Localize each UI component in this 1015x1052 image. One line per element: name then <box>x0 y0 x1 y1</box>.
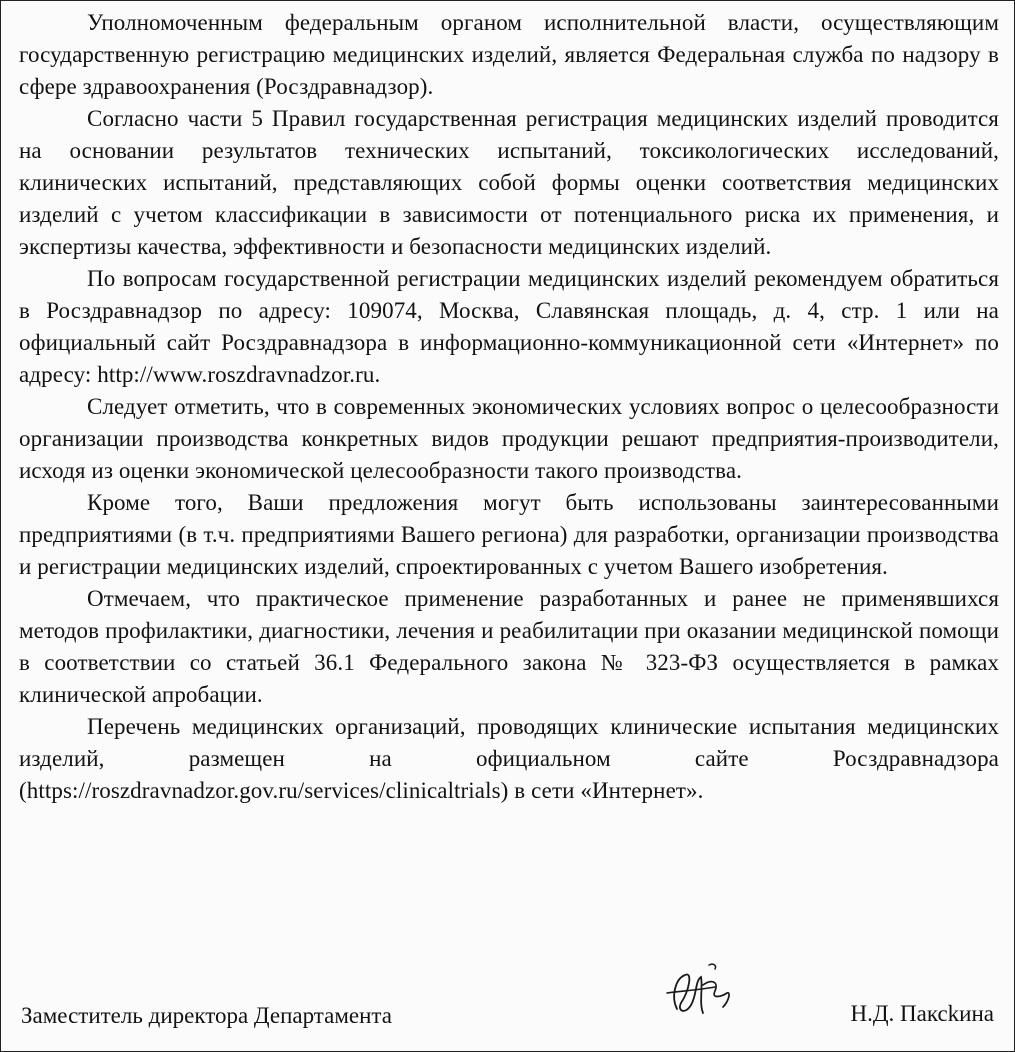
signature-block <box>21 1001 996 1041</box>
paragraph-5: Кроме того, Ваши предложения могут быть использованы заинтересованными предприятиями (в т.ч. предприятиями Вашего региона) для разработки, организации производства и регистрации медицинских изделий, спроектированных с учетом Вашего изобретения. <box>19 490 999 579</box>
paragraph-1: Уполномоченным федеральным органом исполнительной власти, осуществляющим государственную регистрацию медицинских изделий, является Федеральная служба по надзору в сфере здравоохранения (Росздравнадзор). <box>19 10 999 99</box>
paragraph-2: Согласно части 5 Правил государственная регистрация медицинских изделий проводится на основании результатов технических испытаний, токсикологических исследований, клинических испытаний, представляющих собой формы оценки соответствия медицинских изделий с учетом классификации в зависимости от потенциального риска их применения, и экспертизы качества, эффективности и безопасности медицинских изделий. <box>19 106 999 259</box>
letter-body <box>19 7 999 807</box>
paragraph-4: Следует отметить, что в современных экономических условиях вопрос о целесообразности организации производства конкретных видов продукции решают предприятия-производители, исходя из оценки экономической целесообразности такого производства. <box>19 394 999 483</box>
signatory-name: Н.Д. Паксkина <box>850 1001 994 1026</box>
signatory-position: Заместитель директора Департамента <box>21 1003 392 1028</box>
paragraph-7: Перечень медицинских организаций, проводящих клинические испытания медицинских изделий, размещен на официальном сайте Росздравнадзора (https://roszdravnadzor.gov.ru/services/clinicaltrials) в сети «Интернет». <box>19 714 999 803</box>
paragraph-6: Отмечаем, что практическое применение разработанных и ранее не применявшихся методов профилактики, диагностики, лечения и реабилитации при оказании медицинской помощи в соответствии со статьей 36.1 Федерального закона № 323-ФЗ осуществляется в рамках клинической апробации. <box>19 586 999 707</box>
paragraph-3: По вопросам государственной регистрации медицинских изделий рекомендуем обратиться в Росздравнадзор по адресу: 109074, Москва, Славянская площадь, д. 4, стр. 1 или на официальный сайт Росздравнадзора в информационно-коммуникационной сети «Интернет» по адресу: http://www.roszdravnadzor.ru. <box>19 266 999 387</box>
